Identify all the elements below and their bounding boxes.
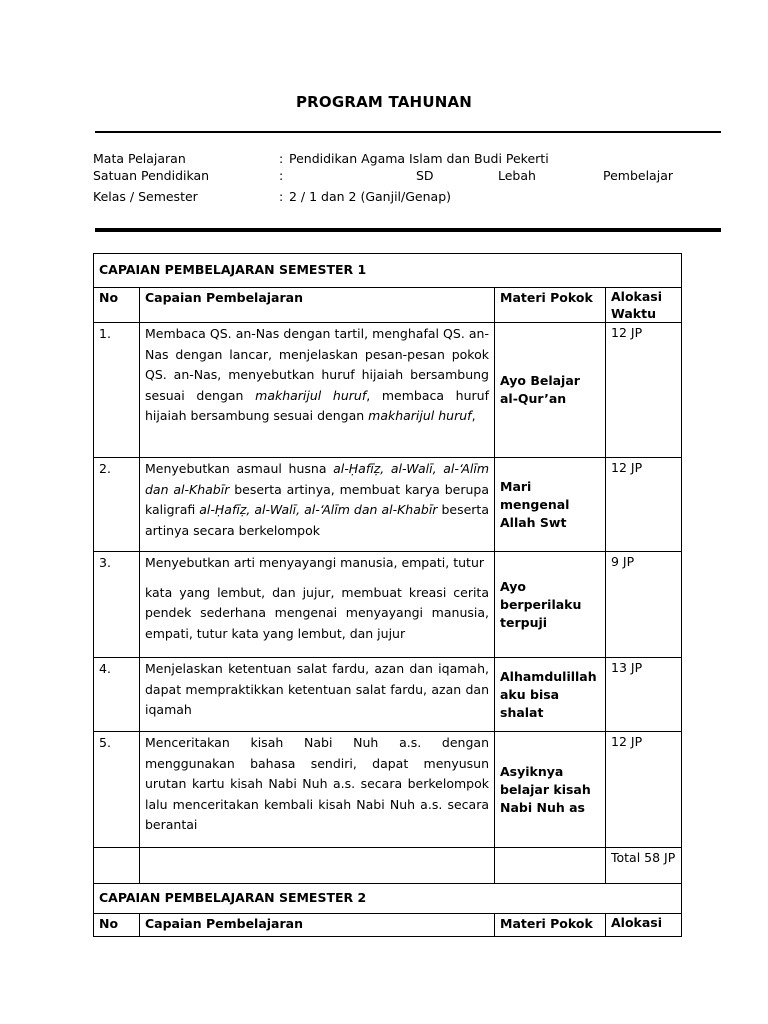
empty-cell [140,848,495,884]
header-no: No [94,914,140,937]
meta-bottom-rule [95,228,721,232]
row-capaian: Menjelaskan ketentuan salat fardu, azan dan iqamah, dapat mempraktikkan ketentuan salat fardu, azan dan iqamah [140,658,495,732]
satuan-pendidikan-label: Satuan Pendidikan [93,168,210,183]
mata-pelajaran-value: Pendidikan Agama Islam dan Budi Pekerti [289,151,549,166]
colon: : [279,168,284,183]
capaian-text: , membaca huruf hijaiah bersambung sesuai dengan [145,387,489,423]
table-row [94,658,682,732]
row-materi: Asyiknya belajar kisah Nabi Nuh as [495,732,606,848]
empty-cell [94,848,140,884]
capaian-italic-term: makharijul huruf [368,408,472,423]
capaian-text: Membaca QS. an-Nas dengan tartil, menghafal QS. an-Nas dengan lancar, menjelaskan pesan-pesan pokok QS. an-Nas, menyebutkan huruf hijaiah bersambung sesuai dengan [145,326,489,403]
kelas-semester-value: 2 / 1 dan 2 (Ganjil/Genap) [289,189,451,204]
header-materi: Materi Pokok [495,288,606,323]
capaian-line: Menyebutkan arti menyayangi manusia, empati, tutur [145,555,485,570]
table-row [94,552,682,658]
capaian-italic-term: al-Ḥafīẓ, al-Walī, al-‘Alīm dan al-Khabīr [145,461,490,497]
row-capaian [140,323,495,458]
capaian-line: kata yang lembut, dan jujur, membuat kreasi cerita pendek sederhana mengenai menyayangi manusia, empati, tutur kata yang lembut, dan jujur [145,584,489,641]
header-materi: Materi Pokok [495,914,606,937]
row-capaian [140,458,495,552]
row-number: 3. [94,552,140,658]
row-alokasi: 9 JP [606,552,682,658]
colon: : [279,151,284,166]
row-materi: Alhamdulillah aku bisa shalat [495,658,606,732]
title-underline-rule [95,131,721,133]
table-row [94,323,682,458]
colon: : [279,189,284,204]
row-number: 2. [94,458,140,552]
total-alokasi: Total 58 JP [606,848,682,884]
empty-cell [495,848,606,884]
row-materi: Ayo berperilaku terpuji [495,552,606,658]
row-capaian: Menceritakan kisah Nabi Nuh a.s. dengan menggunakan bahasa sendiri, dapat menyusun urutan kartu kisah Nabi Nuh a.s. secara berkelompok lalu menceritakan kembali kisah Nabi Nuh a.s. secara berantai [140,732,495,848]
capaian-text: Menyebutkan asmaul husna [145,461,334,476]
satuan-value-part: Pembelajar [603,168,673,183]
row-materi: Mari mengenal Allah Swt [495,458,606,552]
row-number: 4. [94,658,140,732]
header-capaian: Capaian Pembelajaran [140,914,495,937]
header-capaian: Capaian Pembelajaran [140,288,495,323]
capaian-italic-term: al-Ḥafīẓ, al-Walī, al-‘Alīm dan al-Khabīr [199,502,438,517]
program-table [93,253,682,937]
semester2-heading: CAPAIAN PEMBELAJARAN SEMESTER 2 [94,884,682,914]
header-alokasi: Alokasi [606,914,682,937]
header-no: No [94,288,140,323]
satuan-value-part: Lebah [498,168,536,183]
capaian-italic-term: makharijul huruf [255,387,367,403]
total-row [94,848,682,884]
header-alokasi: Alokasi Waktu [606,288,682,323]
capaian-text: , [471,408,476,423]
row-alokasi: 12 JP [606,458,682,552]
mata-pelajaran-label: Mata Pelajaran [93,151,186,166]
row-number: 1. [94,323,140,458]
document-meta [93,150,693,210]
capaian-text: beserta artinya, membuat karya berupa kaligrafi [145,481,489,517]
table-row [94,732,682,848]
kelas-semester-label: Kelas / Semester [93,189,198,204]
row-alokasi: 12 JP [606,732,682,848]
satuan-value-part: SD [416,168,434,183]
row-number: 5. [94,732,140,848]
capaian-text: beserta artinya secara berkelompok [145,502,489,538]
table-row [94,458,682,552]
page-title: PROGRAM TAHUNAN [295,93,473,111]
semester1-heading: CAPAIAN PEMBELAJARAN SEMESTER 1 [94,254,682,288]
row-materi: Ayo Belajar al-Qur’an [495,323,606,458]
row-alokasi: 12 JP [606,323,682,458]
row-capaian [140,552,495,658]
row-alokasi: 13 JP [606,658,682,732]
